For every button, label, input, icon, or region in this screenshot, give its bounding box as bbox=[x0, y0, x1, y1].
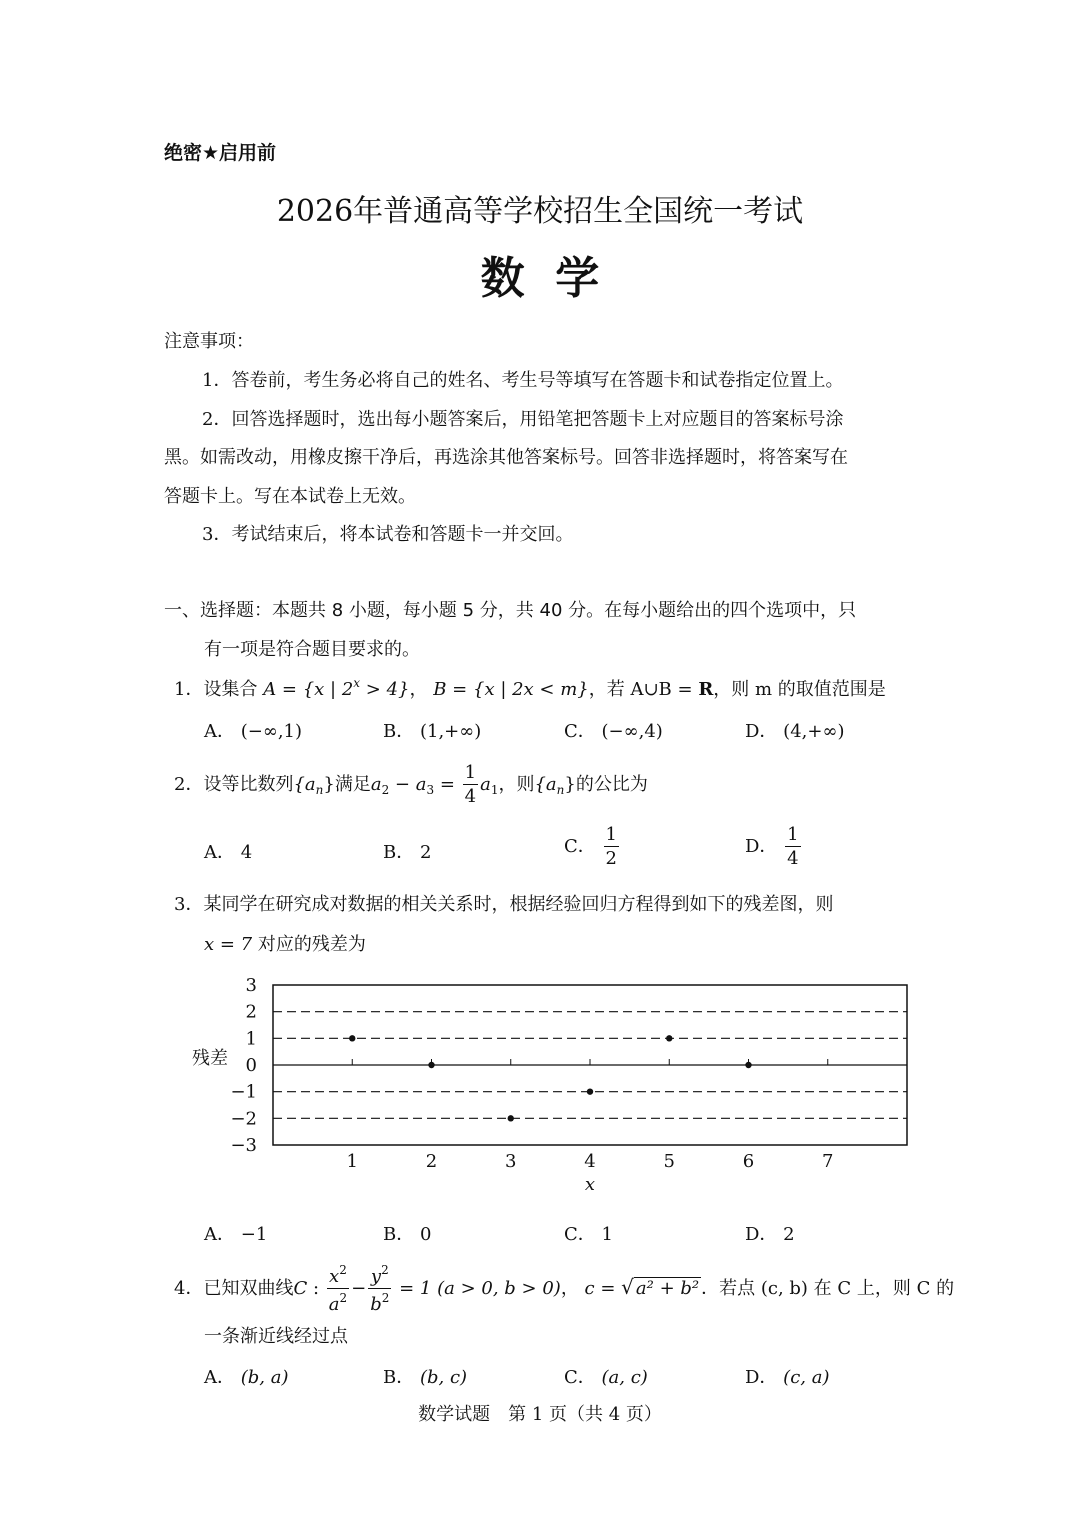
fraction-x bbox=[327, 1264, 349, 1314]
question-stem: 设等比数列 bbox=[203, 774, 294, 795]
option-label: C． bbox=[564, 721, 596, 742]
y-tick-label: −3 bbox=[230, 1135, 257, 1156]
q3-option-b[interactable] bbox=[383, 1220, 431, 1246]
set-a-end: > 4} bbox=[360, 679, 410, 700]
question-2 bbox=[174, 764, 648, 806]
x-tick-label: 4 bbox=[584, 1151, 596, 1172]
q3-option-c[interactable] bbox=[564, 1220, 613, 1246]
x-var: x bbox=[329, 1266, 340, 1287]
sequence-end: } bbox=[323, 774, 335, 795]
a-var: a bbox=[328, 1294, 340, 1315]
residual-point bbox=[587, 1088, 593, 1094]
y-tick-label: −2 bbox=[230, 1108, 257, 1130]
sqrt-body bbox=[634, 1277, 701, 1299]
question-number: 2． bbox=[174, 774, 204, 795]
question-tail-a: ，则 bbox=[498, 774, 535, 795]
option-text: (−∞,4) bbox=[601, 721, 663, 742]
q2-option-a[interactable] bbox=[204, 838, 252, 864]
term-c-sub: 1 bbox=[490, 783, 499, 797]
term-a: a bbox=[370, 774, 382, 795]
question-tail: ，则 m 的取值范围是 bbox=[713, 679, 886, 700]
fraction-num: 1 bbox=[605, 824, 617, 845]
question-mid: ．若点 (c, b) 在 C 上，则 C 的 bbox=[701, 1278, 955, 1299]
option-label: A． bbox=[204, 721, 235, 742]
option-label: D． bbox=[745, 1224, 778, 1245]
option-label: C． bbox=[564, 1224, 596, 1245]
question-number: 4． bbox=[174, 1278, 204, 1299]
option-label: A． bbox=[204, 1224, 235, 1245]
question-4-cont: 一条渐近线经过点 bbox=[204, 1326, 348, 1347]
option-text: (4,+∞) bbox=[783, 721, 845, 742]
question-stem-cont: 对应的残差为 bbox=[252, 934, 366, 955]
question-3-cont bbox=[204, 930, 366, 956]
q1-option-c[interactable] bbox=[564, 717, 663, 743]
power: 2 bbox=[339, 1263, 347, 1277]
option-label: C． bbox=[564, 1367, 596, 1388]
sqrt-sign: √ bbox=[621, 1275, 634, 1299]
option-label: C． bbox=[564, 836, 596, 857]
x-tick-label: 2 bbox=[425, 1151, 438, 1172]
question-stem: 某同学在研究成对数据的相关关系时，根据经验回归方程得到如下的残差图，则 bbox=[203, 894, 834, 915]
equals: = bbox=[434, 774, 461, 795]
sequence-sub: n bbox=[315, 783, 324, 797]
separator: ， bbox=[560, 1278, 579, 1299]
term-c: a bbox=[480, 774, 491, 795]
x-tick-label: 7 bbox=[822, 1151, 834, 1172]
condition: ，若 A∪B = bbox=[588, 679, 699, 700]
residual-point bbox=[666, 1035, 672, 1041]
term-b: − a bbox=[389, 774, 427, 795]
option-label: B． bbox=[383, 842, 415, 863]
option-text: 2 bbox=[783, 1224, 795, 1245]
b-var: b bbox=[370, 1294, 382, 1315]
power: 2 bbox=[381, 1291, 390, 1305]
real-set: R bbox=[698, 679, 714, 700]
fraction-den: 4 bbox=[464, 786, 477, 807]
set-b: B = {x | 2x < m} bbox=[433, 679, 589, 700]
x-tick-label: 3 bbox=[505, 1151, 517, 1172]
option-label: B． bbox=[383, 1224, 415, 1245]
option-label: D． bbox=[745, 836, 778, 857]
q1-option-d[interactable] bbox=[745, 717, 844, 743]
x-tick-label: 6 bbox=[742, 1151, 755, 1172]
note-2-cont2: 答题卡上。写在本试卷上无效。 bbox=[164, 486, 416, 507]
secret-label: 绝密★启用前 bbox=[164, 142, 277, 164]
q4-option-a[interactable] bbox=[204, 1363, 288, 1389]
option-text: −1 bbox=[240, 1224, 268, 1245]
residual-point bbox=[745, 1062, 751, 1068]
fraction-den: 4 bbox=[787, 848, 799, 869]
q3-option-a[interactable] bbox=[204, 1220, 267, 1246]
fraction bbox=[604, 826, 619, 868]
option-text: (1,+∞) bbox=[419, 721, 482, 742]
power: 2 bbox=[381, 1263, 389, 1277]
option-text: (b, a) bbox=[240, 1367, 289, 1388]
note-1: 1．答卷前，考生务必将自己的姓名、考生号等填写在答题卡和试卷指定位置上。 bbox=[202, 370, 844, 391]
question-mid: 满足 bbox=[334, 774, 371, 795]
set-a: A = {x | 2 bbox=[263, 679, 354, 700]
question-stem: 已知双曲线 bbox=[203, 1278, 294, 1299]
variable: x = 7 bbox=[204, 934, 253, 955]
fraction-y bbox=[368, 1264, 391, 1314]
option-text: 0 bbox=[419, 1224, 432, 1245]
q4-option-d[interactable] bbox=[745, 1363, 829, 1389]
fraction-den: 2 bbox=[605, 848, 617, 869]
option-label: D． bbox=[745, 721, 778, 742]
option-text: (a, c) bbox=[601, 1367, 648, 1388]
q4-option-c[interactable] bbox=[564, 1363, 648, 1389]
note-2: 2．回答选择题时，选出每小题答案后，用铅笔把答题卡上对应题目的答案标号涂 bbox=[202, 409, 844, 430]
q1-option-a[interactable] bbox=[204, 717, 302, 743]
option-label: A． bbox=[204, 1367, 235, 1388]
question-4: 4．已知双曲线C : $\frac{x^2}{a^2}$ − $\frac{y^2}{b^2}$ = 1 (a > 0, b > 0)， c = √ a² + b² ．若点 (c, b) 在 C 上，则 C 的 bbox=[174, 1263, 955, 1315]
question-1 bbox=[174, 675, 886, 701]
q1-option-b[interactable] bbox=[383, 717, 481, 743]
option-text: (−∞,1) bbox=[240, 721, 303, 742]
term-b-sub: 3 bbox=[426, 783, 435, 797]
x-tick-label: 1 bbox=[346, 1151, 358, 1172]
residual-point bbox=[349, 1035, 355, 1041]
fraction-num: 1 bbox=[464, 762, 477, 783]
residual-point bbox=[428, 1062, 434, 1068]
option-label: D． bbox=[745, 1367, 778, 1388]
subject-title: 数 学 bbox=[480, 253, 600, 304]
power: 2 bbox=[339, 1291, 348, 1305]
question-stem: 设集合 bbox=[203, 679, 258, 700]
set-a-exponent: x bbox=[353, 676, 361, 690]
fraction bbox=[463, 764, 478, 806]
fraction-num: 1 bbox=[787, 824, 799, 845]
option-text: 1 bbox=[601, 1224, 613, 1245]
y-var: y bbox=[370, 1266, 382, 1287]
sequence: {a bbox=[534, 774, 557, 795]
y-tick-label: 2 bbox=[245, 1001, 257, 1023]
residual-chart bbox=[180, 975, 920, 1200]
term-a-sub: 2 bbox=[381, 783, 390, 797]
y-tick-label: 0 bbox=[245, 1055, 257, 1076]
option-label: B． bbox=[383, 721, 415, 742]
sequence-sub: n bbox=[556, 783, 565, 797]
separator: ， bbox=[409, 679, 428, 700]
y-tick-label: 1 bbox=[245, 1028, 257, 1050]
notes-heading: 注意事项： bbox=[164, 331, 254, 352]
section-heading: 一、选择题：本题共 8 小题，每小题 5 分，共 40 分。在每小题给出的四个选项中，只 bbox=[164, 600, 857, 621]
section-heading-cont: 有一项是符合题目要求的。 bbox=[204, 639, 420, 660]
exam-title: 2026年普通高等学校招生全国统一考试 bbox=[276, 194, 804, 229]
fraction bbox=[785, 826, 800, 868]
question-number: 1． bbox=[174, 679, 204, 700]
x-axis-label: x bbox=[584, 1174, 596, 1195]
note-3: 3．考试结束后，将本试卷和答题卡一并交回。 bbox=[202, 524, 574, 545]
c-definition: c = bbox=[584, 1278, 622, 1299]
q2-option-d[interactable] bbox=[745, 826, 803, 868]
question-3 bbox=[174, 890, 833, 916]
q2-option-c[interactable] bbox=[564, 826, 621, 868]
sqrt-content: a² + b² bbox=[635, 1278, 700, 1299]
option-text: 2 bbox=[419, 842, 432, 863]
option-text: (b, c) bbox=[419, 1367, 468, 1388]
option-text: 4 bbox=[240, 842, 253, 863]
sequence: {a bbox=[293, 774, 316, 795]
x-tick-label: 5 bbox=[663, 1151, 675, 1172]
option-label: B． bbox=[383, 1367, 415, 1388]
y-tick-label: −1 bbox=[230, 1081, 257, 1103]
y-tick-label: 3 bbox=[245, 975, 257, 996]
q3-option-d[interactable] bbox=[745, 1220, 795, 1246]
question-tail-b: 的公比为 bbox=[575, 774, 648, 795]
option-text: (c, a) bbox=[783, 1367, 830, 1388]
condition: = 1 (a > 0, b > 0) bbox=[393, 1278, 561, 1299]
page-footer: 数学试题 第 1 页（共 4 页） bbox=[418, 1404, 662, 1425]
y-axis-label: 残差 bbox=[192, 1048, 228, 1069]
colon: : bbox=[307, 1278, 320, 1299]
sequence-end: } bbox=[564, 774, 576, 795]
q4-option-b[interactable] bbox=[383, 1363, 467, 1389]
question-number: 3． bbox=[174, 894, 204, 915]
curve-name: C bbox=[293, 1278, 308, 1299]
note-2-cont: 黑。如需改动，用橡皮擦干净后，再选涂其他答案标号。回答非选择题时，将答案写在 bbox=[164, 447, 848, 468]
residual-point bbox=[508, 1115, 514, 1121]
q2-option-b[interactable] bbox=[383, 838, 431, 864]
option-label: A． bbox=[204, 842, 235, 863]
